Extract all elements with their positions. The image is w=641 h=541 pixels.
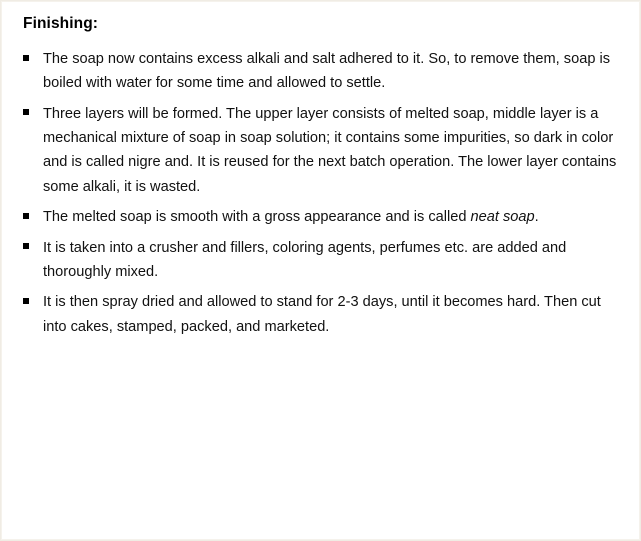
list-item: [21, 236, 622, 285]
list-item-text: .: [534, 209, 539, 226]
list-item-text: The melted soap is smooth with a gross appearance and is called: [43, 209, 471, 226]
list-item-text: It is taken into a crusher and fillers, coloring agents, perfumes etc. are added and thoroughly mixed.: [43, 239, 567, 280]
square-bullet-icon: [23, 213, 29, 219]
list-item: [21, 205, 622, 229]
square-bullet-icon: [23, 298, 29, 304]
list-item: [21, 290, 622, 339]
list-item: [21, 47, 622, 96]
list-item-text: Three layers will be formed. The upper layer consists of melted soap, middle layer is a mechanical mixture of soap in soap solution; it contains some impurities, so dark in color and is called nigre and. It is reused for the next batch operation. The lower layer contains some alkali, it is wasted.: [43, 105, 617, 195]
list-item-text: The soap now contains excess alkali and salt adhered to it. So, to remove them, soap is boiled with water for some time and allowed to settle.: [43, 51, 611, 92]
list-item-text: neat soap: [470, 209, 535, 226]
list-item: [21, 102, 622, 199]
square-bullet-icon: [23, 243, 29, 249]
list-item-text: It is then spray dried and allowed to stand for 2-3 days, until it becomes hard. Then cut into cakes, stamped, packed, and marketed.: [43, 294, 601, 335]
page-title: Finishing:: [23, 15, 99, 32]
bullet-list: [21, 47, 622, 339]
square-bullet-icon: [23, 109, 29, 115]
square-bullet-icon: [23, 55, 29, 61]
